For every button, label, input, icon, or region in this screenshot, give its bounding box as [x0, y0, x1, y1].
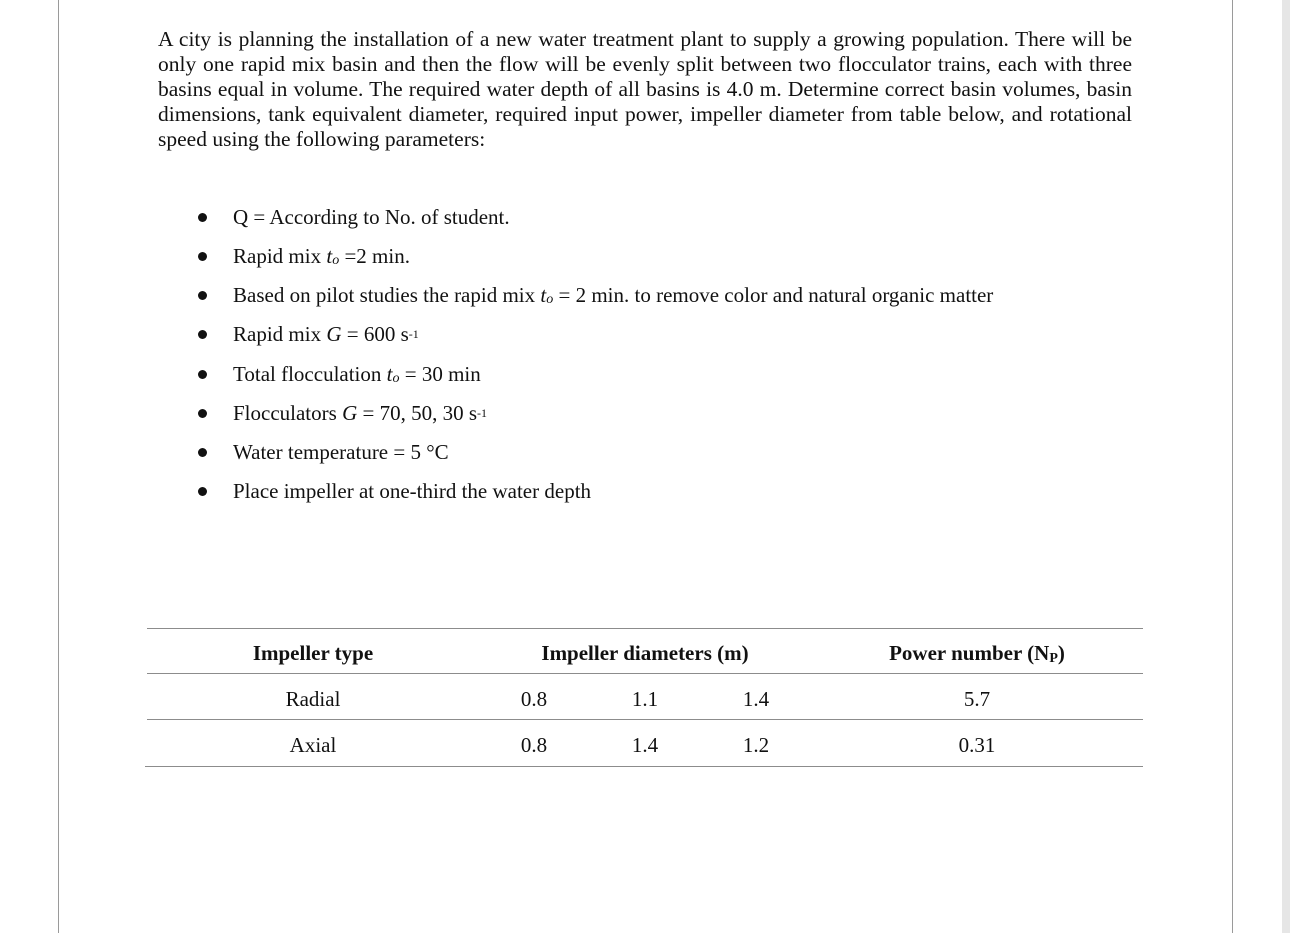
- param-text: Rapid mix G = 600 $s^{-1}$: [233, 322, 419, 346]
- cell-diameter-2: 1.4: [631, 733, 659, 757]
- bullet-icon: [198, 213, 207, 222]
- cell-diameter-3: 1.2: [742, 733, 770, 757]
- cell-power-number: 0.31: [958, 733, 996, 757]
- bullet-icon: [198, 252, 207, 261]
- header-power-number: Power number (NP): [889, 641, 1065, 666]
- param-flocculator-gradients: [0, 398, 1100, 428]
- table-row-rule: [147, 719, 1143, 720]
- table-bottom-rule: [145, 766, 1143, 767]
- cell-diameter-3: 1.4: [742, 687, 770, 711]
- table-top-rule: [147, 628, 1143, 629]
- cell-impeller-type: Axial: [289, 733, 337, 757]
- param-text: Place impeller at one-third the water depth: [233, 479, 592, 503]
- param-text: Total flocculation to = 30 min: [233, 362, 481, 386]
- bullet-icon: [198, 487, 207, 496]
- param-rapid-mix-time: [0, 241, 1100, 271]
- bullet-icon: [198, 330, 207, 339]
- param-text: Flocculators G = 70, 50, 30 $s^{-1}$: [233, 401, 487, 425]
- bullet-icon: [198, 409, 207, 418]
- scroll-gutter: [1282, 0, 1290, 933]
- table-header-rule: [147, 673, 1143, 674]
- param-water-temperature: [0, 437, 1100, 467]
- param-text: Q = According to No. of student.: [233, 205, 510, 229]
- param-text: Water temperature = 5 °C: [233, 440, 449, 464]
- param-impeller-placement: [0, 476, 1100, 506]
- param-text: Rapid mix to =2 min.: [233, 244, 410, 268]
- param-pilot-studies: [0, 280, 1100, 310]
- cell-diameter-2: 1.1: [631, 687, 659, 711]
- param-total-flocculation: [0, 359, 1100, 389]
- param-text: Based on pilot studies the rapid mix to = 2 min. to remove color and natural organic matter: [233, 283, 994, 307]
- page-border-right: [1232, 0, 1233, 933]
- cell-impeller-type: Radial: [285, 687, 341, 711]
- cell-power-number: 5.7: [963, 687, 991, 711]
- cell-diameter-1: 0.8: [520, 687, 548, 711]
- param-flow: [0, 202, 1100, 232]
- bullet-icon: [198, 291, 207, 300]
- param-rapid-mix-gradient: [0, 319, 1100, 349]
- bullet-icon: [198, 448, 207, 457]
- header-impeller-diameters: Impeller diameters (m): [541, 641, 749, 665]
- header-impeller-type: Impeller type: [252, 641, 374, 665]
- cell-diameter-1: 0.8: [520, 733, 548, 757]
- problem-statement: A city is planning the installation of a new water treatment plant to supply a growing population. There will be only one rapid mix basin and then the flow will be evenly split between two flocculator trains, each with three basins equal in volume. The required water depth of all basins is 4.0 m. Determine correct basin volumes, basin dimensions, tank equivalent diameter, required input power, impeller diameter from table below, and rotational speed using the following parameters:: [158, 27, 1132, 151]
- bullet-icon: [198, 370, 207, 379]
